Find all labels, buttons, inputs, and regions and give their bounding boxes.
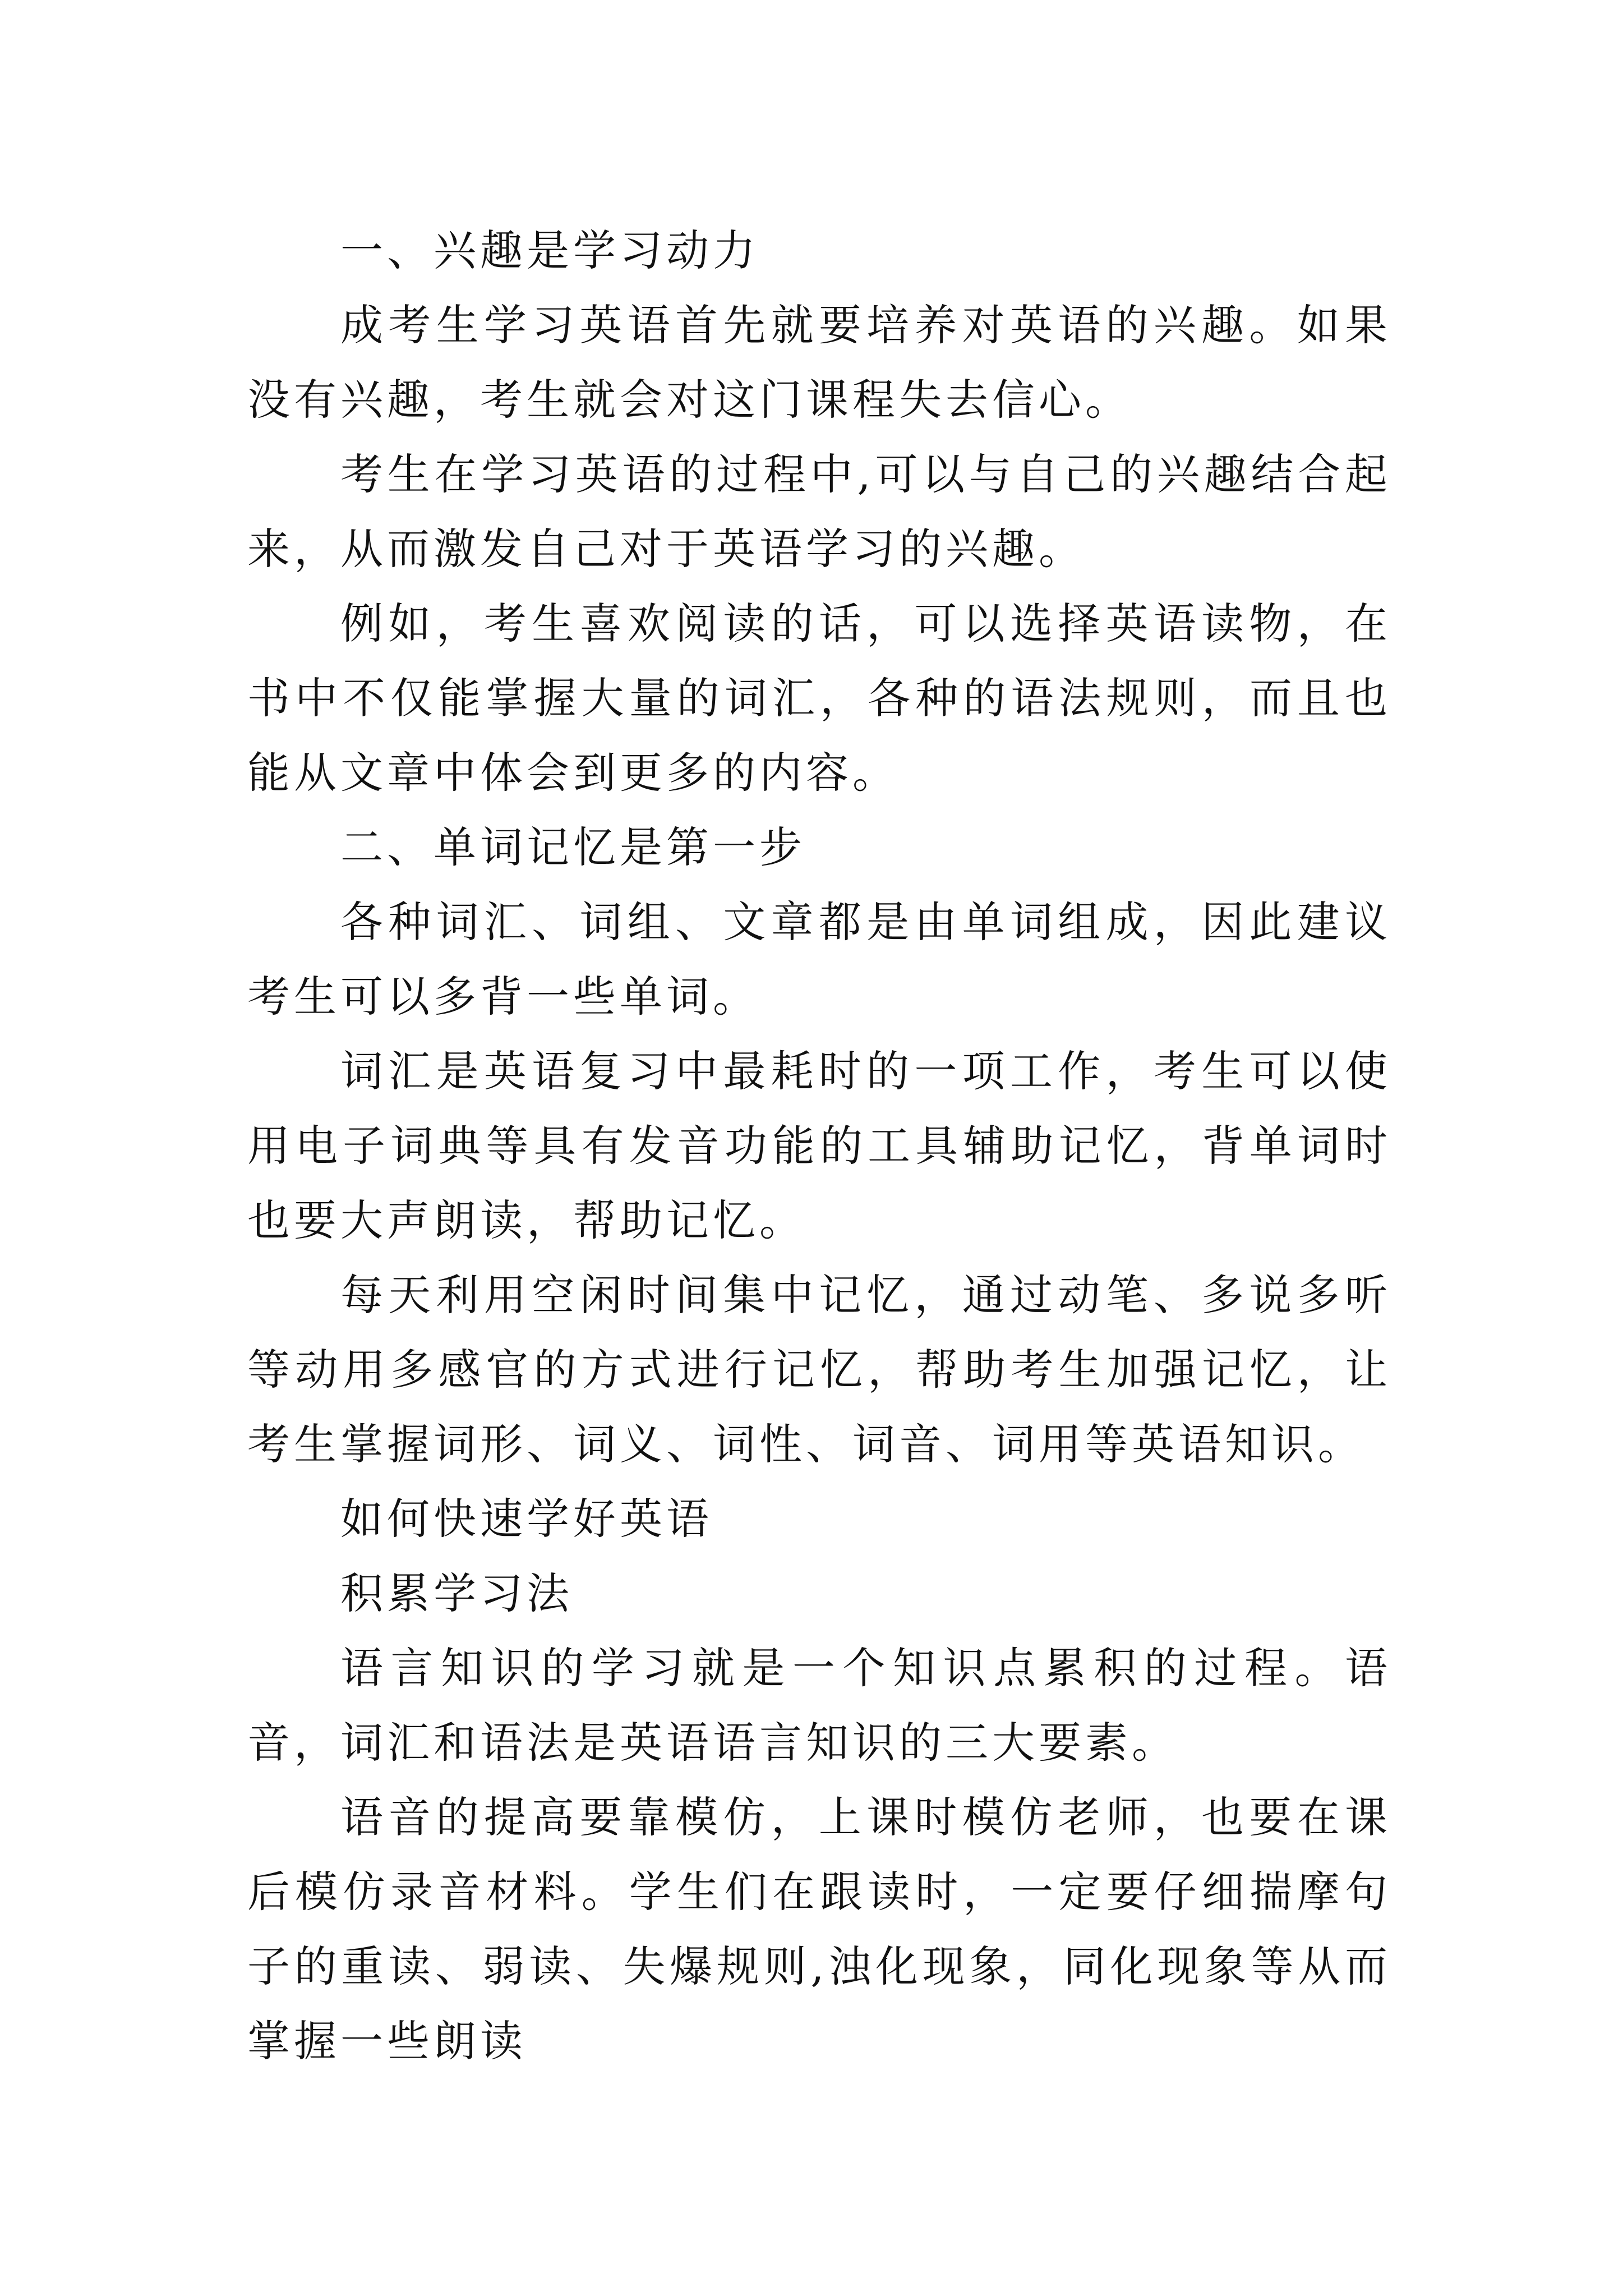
paragraph: 词汇是英语复习中最耗时的一项工作，考生可以使用电子词典等具有发音功能的工具辅助记忆，背单词时也要大声朗读，帮助记忆。 bbox=[247, 1046, 1391, 1245]
heading-how-to-learn: 如何快速学好英语 bbox=[340, 1494, 713, 1544]
paragraph: 成考生学习英语首先就要培养对英语的兴趣。如果没有兴趣，考生就会对这门课程失去信心。 bbox=[247, 300, 1391, 425]
heading-word-memory: 二、单词记忆是第一步 bbox=[340, 822, 806, 872]
paragraph: 每天利用空闲时间集中记忆，通过动笔、多说多听等动用多感官的方式进行记忆，帮助考生加强记忆，让考生掌握词形、词义、词性、词音、词用等英语知识。 bbox=[247, 1270, 1391, 1469]
document-body bbox=[247, 213, 1391, 2078]
heading-accumulation-method: 积累学习法 bbox=[340, 1568, 573, 1618]
paragraph: 语言知识的学习就是一个知识点累积的过程。语音，词汇和语法是英语语言知识的三大要素。 bbox=[247, 1643, 1391, 1768]
paragraph: 考生在学习英语的过程中,可以与自己的兴趣结合起来，从而激发自己对于英语学习的兴趣。 bbox=[247, 449, 1391, 574]
heading-interest: 一、兴趣是学习动力 bbox=[340, 226, 759, 275]
paragraph: 语音的提高要靠模仿，上课时模仿老师，也要在课后模仿录音材料。学生们在跟读时，一定要仔细揣摩句子的重读、弱读、失爆规则,浊化现象，同化现象等从而掌握一些朗读 bbox=[247, 1792, 1391, 2066]
paragraph: 各种词汇、词组、文章都是由单词组成，因此建议考生可以多背一些单词。 bbox=[247, 897, 1391, 1022]
paragraph: 例如，考生喜欢阅读的话，可以选择英语读物，在书中不仅能掌握大量的词汇，各种的语法规则，而且也能从文章中体会到更多的内容。 bbox=[247, 599, 1391, 798]
